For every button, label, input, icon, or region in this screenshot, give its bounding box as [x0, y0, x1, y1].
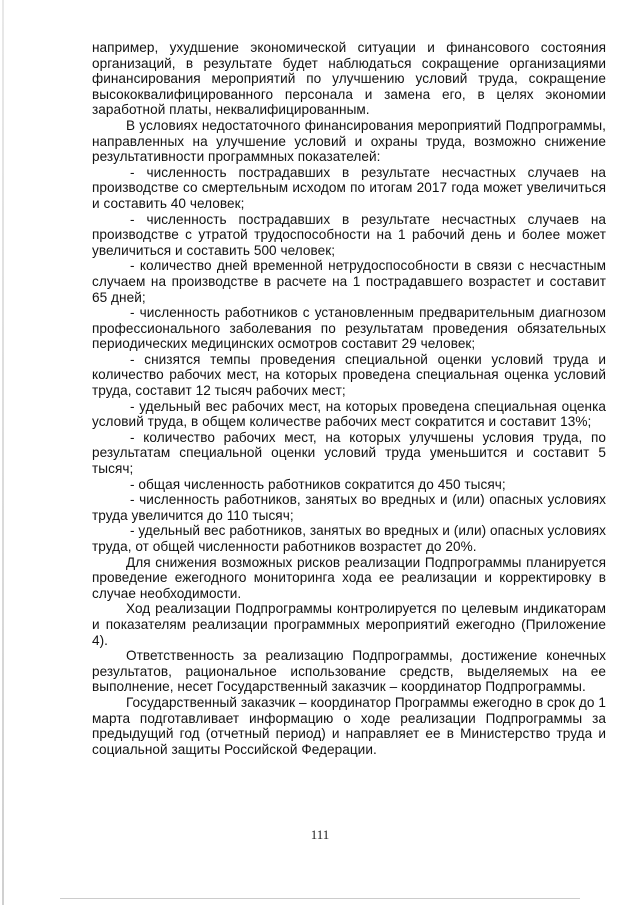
list-item: - количество дней временной нетрудоспособности в связи с несчастным случаем на производстве в расчете на 1 пострадавшего возрастет и составит 65 дней;	[92, 258, 606, 305]
list-item: - численность работников, занятых во вредных и (или) опасных условиях труда увеличится до 110 тысяч;	[92, 492, 606, 523]
paragraph-continuation: например, ухудшение экономической ситуации и финансового состояния организаций, в результате будет наблюдаться сокращение организациями финансирования мероприятий по улучшению условий труда, сокращение высококвалифицированного персонала и замена его, в целях экономии заработной платы, неквалифицированным.	[92, 40, 606, 118]
scan-edge-shadow	[2, 0, 4, 905]
paragraph-risk-mitigation: Для снижения возможных рисков реализации Подпрограммы планируется проведение ежегодного мониторинга хода ее реализации и корректировку в случае необходимости.	[92, 554, 606, 601]
list-item: - количество рабочих мест, на которых улучшены условия труда, по результатам специальной оценки условий труда уменьшится и составит 5 тысяч;	[92, 429, 606, 477]
scan-bottom-edge	[60, 898, 580, 899]
list-item: - удельный вес работников, занятых во вредных и (или) опасных условиях труда, от общей численности работников возрастет до 20%.	[92, 523, 606, 554]
list-item: - численность работников с установленным предварительным диагнозом профессионального заболевания по результатам проведения обязательных периодических медицинских осмотров составит 29 человек;	[92, 305, 606, 352]
list-item: - удельный вес рабочих мест, на которых проведена специальная оценка условий труда, в общем количестве рабочих мест сократится и составит 13%;	[92, 398, 606, 430]
list-item: - численность пострадавших в результате несчастных случаев на производстве со смертельным исходом по итогам 2017 года может увеличиться и составить 40 человек;	[92, 164, 606, 211]
paragraph-insufficient-funding: В условиях недостаточного финансирования мероприятий Подпрограммы, направленных на улучшение условий и охраны труда, возможно снижение результативности программных показателей:	[92, 117, 606, 165]
list-item: - снизятся темпы проведения специальной оценки условий труда и количество рабочих мест, на которых проведена специальная оценка условий труда, составит 12 тысяч рабочих мест;	[92, 351, 606, 399]
list-item: - общая численность работников сократится до 450 тысяч;	[130, 476, 506, 492]
list-item: - численность пострадавших в результате несчастных случаев на производстве с утратой трудоспособности на 1 рабочий день и более может увеличиться и составить 500 человек;	[92, 211, 606, 258]
page-number: 111	[310, 827, 330, 842]
paragraph-responsibility: Ответственность за реализацию Подпрограммы, достижение конечных результатов, рациональное использование средств, выделяемых на ее выполнение, несет Государственный заказчик – координатор Подпрограммы.	[92, 648, 606, 695]
paragraph-progress-control: Ход реализации Подпрограммы контролируется по целевым индикаторам и показателям реализации программных мероприятий ежегодно (Приложение 4).	[92, 601, 606, 648]
paragraph-reporting: Государственный заказчик – координатор Программы ежегодно в срок до 1 марта подготавливает информацию о ходе реализации Подпрограммы за предыдущий год (отчетный период) и направляет ее в Министерство труда и социальной защиты Российской Федерации.	[92, 694, 606, 757]
body-text	[92, 40, 606, 757]
